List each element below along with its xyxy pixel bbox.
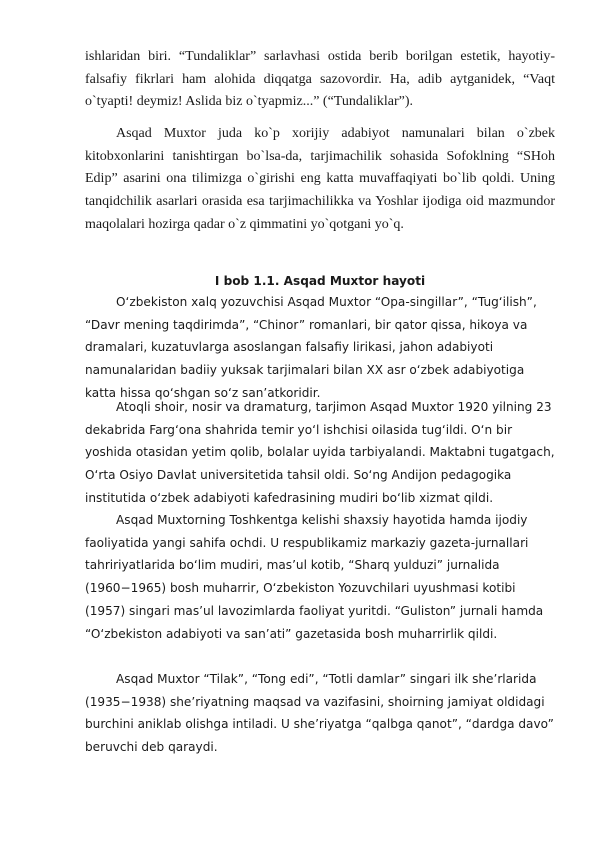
paragraph-poetry: Asqad Muxtor “Tilak”, “Tong edi”, “Totli damlar” singari ilk she’rlarida (1935−1938) she’riyatning maqsad va vazifasini, shoirning jamiyat oldidagi burchini aniklab olishga intiladi. U she’riyatga “qalbga qanot”, “dardga davo” beruvchi deb qaraydi. (85, 672, 554, 755)
paragraph-intro: O‘zbekiston xalq yozuvchisi Asqad Muxtor “Opa-singillar”, “Tug‘ilish”, “Davr mening taqdirimda”, “Chinor” romanlari, bir qator qissa, hikoya va dramalari, kuzatuvlarga asoslangan falsafiy lirikasi, jahon adabiyoti namunalaridan badiiy yuksak tarjimalari bilan XX asr o‘zbek adabiyotiga katta hissa qo‘shgan so‘z san’atkoridir. (85, 295, 537, 400)
paragraph-career: Asqad Muxtorning Toshkentga kelishi shaxsiy hayotida hamda ijodiy faoliyatida yangi sahifa ochdi. U respublikamiz markaziy gazeta-jurnallari tahririyatlarida bo‘lim mudiri, mas’ul kotib, “Sharq yulduzi” jurnalida (1960−1965) bosh muharrir, O‘zbekiston Yozuvchilari uyushmasi kotibi (1957) singari mas’ul lavozimlarda faoliyat yuritdi. “Guliston” jurnali hamda “O‘zbekiston adabiyoti va san’ati” gazetasida bosh muharrirlik qildi. (85, 513, 544, 641)
section-heading: I bob 1.1. Asqad Muxtor hayoti (214, 274, 426, 288)
paragraph-translation: Asqad Muxtor juda ko`p xorijiy adabiyot namunalari bilan o`zbek kitobxonlarini tanishtirgan bo`lsa-da, tarjimachilik sohasida Sofoklning “SHoh Edip” asarini ona tilimizga o`girishi eng katta muvaffaqiyati bo`lib qoldi. Uning tanqidchilik asarlari orasida esa tarjimachilikka va Yoshlar ijodiga oid mazmundor maqolalari hozirga qadar o`z qimmatini yo`qotgani yo`q. (85, 126, 555, 232)
paragraph-tundaliklar: ishlaridan biri. “Tundaliklar” sarlavhasi ostida berib borilgan estetik, hayotiy-falsafiy fikrlari ham alohida diqqatga sazovordir. Ha, adib aytganidek, “Vaqt o`tyapti! deymiz! Aslida biz o`tyapmiz...” (“Tundaliklar”). (85, 49, 555, 110)
paragraph-biography: Atoqli shoir, nosir va dramaturg, tarjimon Asqad Muxtor 1920 yilning 23 dekabrida Farg‘ona shahrida temir yo‘l ishchisi oilasida tug‘ildi. O‘n bir yoshida otasidan yetim qolib, bolalar uyida tarbiyalandi. Maktabni tugatgach, O‘rta Osiyo Davlat universitetida tahsil oldi. So‘ng Andijon pedagogika institutida o‘zbek adabiyoti kafedrasining mudiri bo‘lib xizmat qildi. (85, 400, 555, 505)
